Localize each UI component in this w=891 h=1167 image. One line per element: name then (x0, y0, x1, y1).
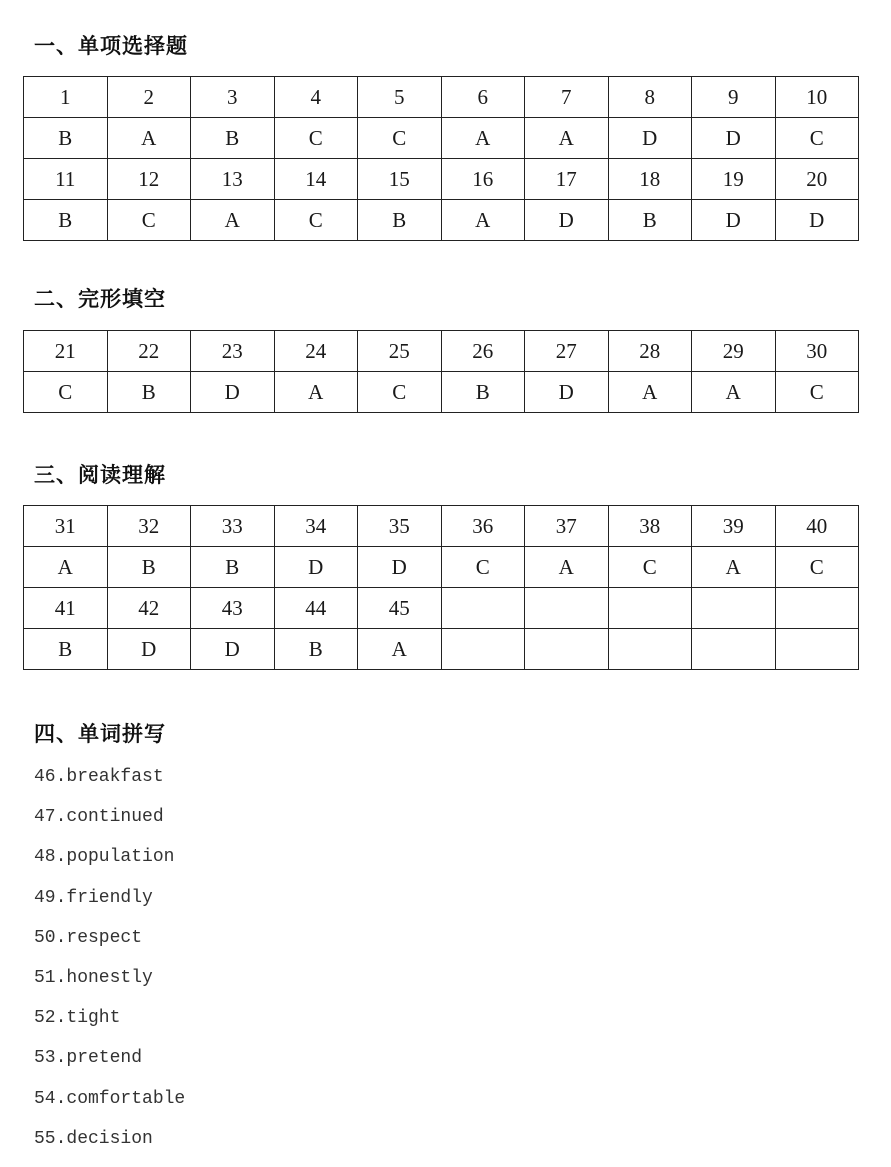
question-number-cell: 6 (441, 77, 525, 118)
question-number-cell: 38 (608, 506, 692, 547)
answer-cell: B (107, 372, 191, 413)
question-number-cell: 25 (358, 331, 442, 372)
question-number-cell (608, 588, 692, 629)
list-item: 54.comfortable (34, 1088, 186, 1109)
question-number-cell: 36 (441, 506, 525, 547)
answer-cell: D (775, 200, 859, 241)
section-title-single-choice: 一、单项选择题 (34, 34, 188, 58)
answer-cell: C (358, 372, 442, 413)
answer-row (24, 547, 859, 588)
answer-table-single-choice (23, 76, 859, 241)
question-number-cell: 41 (24, 588, 108, 629)
list-item: 51.honestly (34, 967, 153, 988)
list-item: 46.breakfast (34, 767, 164, 787)
question-number-row (24, 588, 859, 629)
list-item: 47.continued (34, 807, 164, 828)
answer-table-reading (23, 505, 859, 670)
question-number-cell: 22 (107, 331, 191, 372)
question-number-cell (692, 588, 776, 629)
list-item: 55.decision (34, 1128, 153, 1149)
question-number-cell: 4 (274, 77, 358, 118)
question-number-cell: 17 (525, 159, 609, 200)
question-number-cell: 43 (191, 588, 275, 629)
question-number-cell: 27 (525, 331, 609, 372)
answer-table-cloze (23, 330, 859, 413)
answer-cell: B (274, 629, 358, 670)
question-number-cell: 7 (525, 77, 609, 118)
question-number-cell: 2 (107, 77, 191, 118)
question-number-cell: 3 (191, 77, 275, 118)
answer-cell: C (775, 118, 859, 159)
answer-cell: A (441, 118, 525, 159)
answer-row (24, 200, 859, 241)
answer-cell: A (608, 372, 692, 413)
question-number-cell: 13 (191, 159, 275, 200)
answer-cell: D (191, 629, 275, 670)
question-number-cell: 39 (692, 506, 776, 547)
answer-cell: B (24, 118, 108, 159)
question-number-cell: 29 (692, 331, 776, 372)
question-number-row (24, 159, 859, 200)
answer-cell: D (107, 629, 191, 670)
section-title-cloze: 二、完形填空 (34, 287, 166, 311)
list-item: 48.population (34, 847, 175, 868)
question-number-cell: 15 (358, 159, 442, 200)
answer-cell (692, 629, 776, 670)
question-number-cell: 8 (608, 77, 692, 118)
answer-cell: D (358, 547, 442, 588)
answer-cell: B (358, 200, 442, 241)
answer-cell: D (692, 118, 776, 159)
question-number-cell: 12 (107, 159, 191, 200)
answer-cell: B (441, 372, 525, 413)
question-number-cell (441, 588, 525, 629)
answer-cell: D (274, 547, 358, 588)
answer-cell: C (107, 200, 191, 241)
question-number-cell: 35 (358, 506, 442, 547)
question-number-cell: 42 (107, 588, 191, 629)
answer-cell: D (608, 118, 692, 159)
answer-cell: B (608, 200, 692, 241)
question-number-cell: 21 (24, 331, 108, 372)
question-number-cell: 18 (608, 159, 692, 200)
question-number-cell: 19 (692, 159, 776, 200)
question-number-cell: 14 (274, 159, 358, 200)
word-spelling-list (34, 762, 185, 1164)
question-number-cell: 34 (274, 506, 358, 547)
answer-cell: A (525, 547, 609, 588)
question-number-cell: 5 (358, 77, 442, 118)
answer-cell: A (441, 200, 525, 241)
answer-cell: C (358, 118, 442, 159)
answer-cell: A (274, 372, 358, 413)
question-number-cell: 10 (775, 77, 859, 118)
answer-cell: C (775, 372, 859, 413)
answer-cell: B (24, 200, 108, 241)
question-number-cell: 24 (274, 331, 358, 372)
answer-cell: A (107, 118, 191, 159)
question-number-cell: 44 (274, 588, 358, 629)
question-number-cell: 40 (775, 506, 859, 547)
section-title-word-spelling: 四、单词拼写 (34, 722, 166, 746)
question-number-cell: 9 (692, 77, 776, 118)
question-number-cell (525, 588, 609, 629)
answer-cell: C (274, 200, 358, 241)
question-number-cell: 26 (441, 331, 525, 372)
list-item: 52.tight (34, 1008, 121, 1029)
answer-cell: C (608, 547, 692, 588)
answer-cell: B (107, 547, 191, 588)
answer-cell: C (24, 372, 108, 413)
question-number-cell: 1 (24, 77, 108, 118)
answer-cell (441, 629, 525, 670)
question-number-row (24, 331, 859, 372)
question-number-cell (775, 588, 859, 629)
answer-row (24, 118, 859, 159)
answer-cell: A (692, 372, 776, 413)
question-number-cell: 20 (775, 159, 859, 200)
question-number-cell: 32 (107, 506, 191, 547)
question-number-cell: 23 (191, 331, 275, 372)
question-number-cell: 16 (441, 159, 525, 200)
question-number-row (24, 506, 859, 547)
answer-cell: C (775, 547, 859, 588)
answer-cell (775, 629, 859, 670)
answer-row (24, 372, 859, 413)
answer-cell: B (191, 547, 275, 588)
answer-cell: D (692, 200, 776, 241)
answer-cell (525, 629, 609, 670)
question-number-cell: 37 (525, 506, 609, 547)
answer-cell: A (191, 200, 275, 241)
answer-cell (608, 629, 692, 670)
answer-cell: A (24, 547, 108, 588)
answer-cell: B (24, 629, 108, 670)
answer-row (24, 629, 859, 670)
question-number-cell: 11 (24, 159, 108, 200)
answer-cell: D (191, 372, 275, 413)
answer-cell: C (274, 118, 358, 159)
answer-cell: C (441, 547, 525, 588)
list-item: 49.friendly (34, 887, 153, 908)
question-number-row (24, 77, 859, 118)
answer-cell: B (191, 118, 275, 159)
question-number-cell: 28 (608, 331, 692, 372)
answer-cell: D (525, 372, 609, 413)
answer-cell: A (525, 118, 609, 159)
list-item: 50.respect (34, 927, 143, 948)
question-number-cell: 31 (24, 506, 108, 547)
answer-cell: A (358, 629, 442, 670)
answer-cell: D (525, 200, 609, 241)
answer-cell: A (692, 547, 776, 588)
question-number-cell: 33 (191, 506, 275, 547)
question-number-cell: 45 (358, 588, 442, 629)
list-item: 53.pretend (34, 1048, 143, 1069)
section-title-reading: 三、阅读理解 (34, 463, 166, 487)
question-number-cell: 30 (775, 331, 859, 372)
